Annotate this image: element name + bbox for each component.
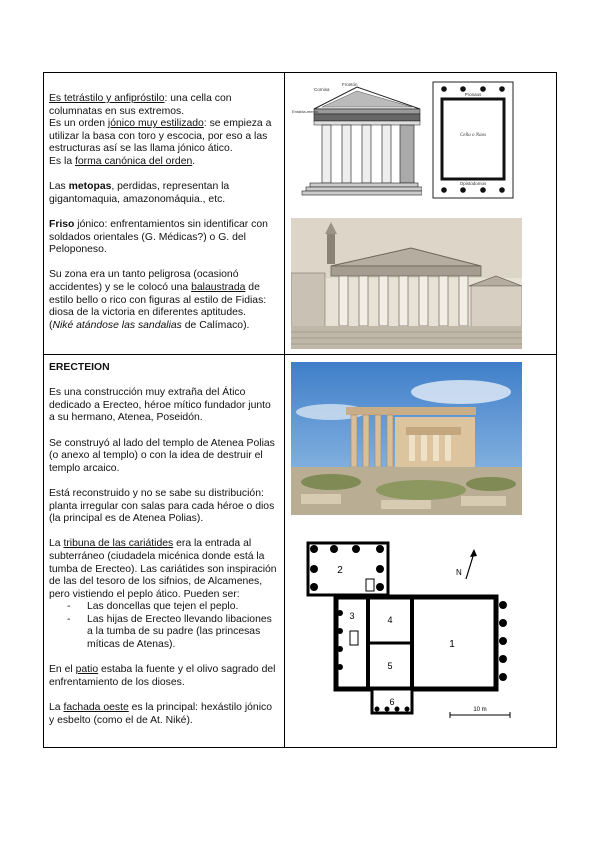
column-dot (460, 86, 466, 92)
term-jonico: jónico muy estilizado (107, 118, 204, 130)
term-balaustrada: balaustrada (191, 281, 246, 293)
content-table (43, 72, 557, 748)
temple-elevation-drawing (292, 81, 422, 201)
column (351, 415, 357, 467)
stone-block (381, 500, 431, 509)
text-span: Su zona era un tanto peligrosa (ocasionó accidentes) y se le colocó una (49, 269, 239, 293)
text-span: , perdidas, representan la gigantomaquia, amazonomáquia., etc. (49, 181, 230, 205)
title-nike: Niké atándose las sandalias (52, 319, 182, 331)
caryatid (433, 435, 439, 461)
paragraph-patio (49, 664, 279, 689)
label-fronton: Frontón (342, 82, 358, 87)
label-opistodomos: Opistodomos (459, 181, 487, 186)
term-patio: patio (75, 664, 99, 676)
paragraph-balaustrada (49, 269, 279, 332)
column-dot (441, 86, 447, 92)
term-fachada-oeste: fachada oeste (63, 702, 129, 714)
cella-walls (442, 99, 504, 179)
text-span: ( (49, 319, 53, 331)
column-shaft (362, 125, 371, 183)
text-span: jónico: enfrentamientos sin identificar con soldados orientales (G. Médicas?) o G. del Peloponeso. (49, 218, 268, 256)
caryatid (409, 435, 415, 461)
main-entablature (331, 266, 481, 276)
column-dot (337, 610, 343, 616)
column-dot (337, 628, 343, 634)
paragraph-reconstruido: Está reconstruido y no se sabe su distribución: planta irregular con salas para cada héroe o dios (la principal es de Atenea Polias). (49, 487, 275, 525)
text-span: estaba la fuente y el olivo sagrado del enfrentamiento de los dioses. (49, 664, 276, 688)
paragraph-erecteion-intro: Es una construcción muy extraña del Ático dedicado a Erecteo, héroe mítico fundador junto a su hermano, Atenea, Poseidón. (49, 387, 271, 424)
left-wing (291, 273, 325, 328)
porch-roof (406, 427, 461, 435)
term-forma-canonica: forma canónica del orden (75, 155, 193, 167)
text-span: Las (49, 181, 69, 193)
paragraph-cariatides (49, 538, 279, 601)
term-metopas: metopas (68, 181, 112, 193)
step (302, 191, 422, 195)
column-dot (499, 187, 505, 193)
engraving-steps (291, 326, 522, 349)
term-friso: Friso (49, 218, 75, 230)
photo-svg (291, 362, 522, 515)
cariatides-list (49, 601, 279, 651)
text-span: de Calímaco). (181, 319, 250, 331)
north-arrow-icon (466, 553, 474, 579)
column (375, 415, 381, 467)
column (363, 415, 369, 467)
column (439, 276, 448, 326)
column-dot (499, 601, 507, 609)
room-label-1: 1 (449, 639, 455, 650)
architrave-band (314, 121, 420, 125)
column-shaft (382, 125, 391, 183)
column-dot (376, 545, 384, 553)
label-cornisa: Cornisa (314, 87, 330, 92)
column-dot (385, 707, 390, 712)
list-item: - Las hijas de Erecteo llevando libaciones a la tumba de su padre (las princesas míticas de Atenas). (87, 614, 279, 652)
paragraph-metopas (49, 181, 279, 206)
engraving-svg (291, 218, 522, 349)
text-span: Es un orden (49, 118, 108, 130)
column-dot (375, 707, 380, 712)
erechtheion-floor-plan (300, 535, 515, 727)
term-tetrastilo: Es tetrástilo y anfipróstilo (49, 93, 165, 104)
erechtheion-photo (291, 362, 522, 515)
main-building (336, 597, 496, 689)
text-span: Es la (49, 155, 75, 167)
column-dot (310, 545, 318, 553)
plan-svg (432, 81, 514, 199)
column-shaft (342, 125, 351, 183)
caryatid (421, 435, 427, 461)
text-span: es la principal: hexástilo jónico y esbelto (como el de At. Niké). (49, 702, 272, 726)
text-span: era la entrada al subterráneo (ciudadela micénica donde está la tumba de Erecteo). Las cariátides son inspiración de las del tesoro de los sifnios, de Alcamenes, pero vistiendo el peplo ático. Pueden ser: (49, 538, 277, 600)
label-entablamento: Entabla-mento (292, 109, 319, 114)
section-heading: ERECTEION (49, 362, 110, 373)
cornice-band (314, 109, 420, 114)
text-span: : se empieza a utilizar la basa con toro y escocia, por eso a las estructuras así se las llama jónico ático. (49, 118, 272, 155)
cloud (411, 380, 511, 404)
column (379, 276, 388, 326)
north-label: N (456, 568, 462, 577)
floor-plan-svg (300, 535, 515, 727)
frieze-band (314, 114, 420, 121)
right-temple (471, 286, 522, 328)
room-label-5: 5 (387, 661, 393, 671)
east-porch-columns (499, 601, 507, 681)
stone-block (301, 494, 341, 504)
column-dot (376, 565, 384, 573)
stylobate (310, 183, 418, 187)
text-span: La (49, 702, 64, 714)
column-dot (480, 187, 486, 193)
roof-entablature (346, 407, 476, 415)
column-dot (405, 707, 410, 712)
column (459, 276, 468, 326)
vegetation (466, 477, 516, 491)
column (339, 276, 348, 326)
column-dot (310, 583, 318, 591)
text-span: . (192, 155, 196, 167)
statue-base (327, 234, 335, 264)
scale-label: 10 m (473, 707, 487, 713)
column-dot (460, 187, 466, 193)
step (306, 187, 422, 191)
column-dot (352, 545, 360, 553)
column-dot (395, 707, 400, 712)
column-dot (499, 655, 507, 663)
column-dot (441, 187, 447, 193)
column-dot (499, 673, 507, 681)
label-pronaos: Pronaos (464, 92, 482, 97)
row-divider (44, 354, 556, 355)
column (419, 276, 428, 326)
text-span: La (49, 538, 64, 550)
room-label-2: 2 (337, 565, 343, 576)
term-tribuna: tribuna de las cariátides (63, 538, 174, 550)
text-span: : una cella con columnatas en sus extremos. (49, 93, 232, 117)
list-item: - Las doncellas que tejen el peplo. (87, 601, 279, 614)
column (359, 276, 368, 326)
column-divider (284, 73, 285, 747)
temple-engraving-image (291, 218, 522, 349)
column (387, 415, 393, 467)
bottom-text-cell (49, 362, 279, 740)
text-span: En el (49, 664, 76, 676)
paragraph-friso (49, 219, 279, 257)
column-dot (330, 545, 338, 553)
caryatid (445, 435, 451, 461)
room-label-3: 3 (349, 611, 355, 621)
column-dot (499, 619, 507, 627)
altar (366, 579, 374, 591)
column-dot (310, 565, 318, 573)
paragraph-intro (49, 93, 279, 169)
text-span: de estilo bello o rico con figuras al estilo de Fidias: diosa de la victoria en diferentes aptitudes. (49, 281, 267, 319)
column-dot (337, 664, 343, 670)
side-wall (400, 125, 414, 183)
vegetation (301, 474, 361, 490)
room-label-4: 4 (387, 615, 393, 625)
paragraph-fachada (49, 702, 279, 727)
label-cella: Cella o Naos (459, 133, 487, 138)
column-dot (376, 583, 384, 591)
column-dot (480, 86, 486, 92)
vegetation (376, 480, 466, 500)
paragraph-construccion: Se construyó al lado del templo de Atenea Polias (o anexo al templo) o con la idea de destruir el templo arcaico. (49, 437, 275, 474)
column-group (322, 125, 414, 183)
top-text-cell (49, 93, 279, 345)
column-dot (499, 86, 505, 92)
column-dot (337, 646, 343, 652)
north-arrow-head-icon (470, 549, 477, 557)
elevation-svg (292, 81, 422, 201)
stone-block (461, 496, 506, 506)
temple-plan-drawing (432, 81, 514, 199)
room-label-6: 6 (389, 697, 395, 707)
interior-feature (350, 631, 358, 645)
column (399, 276, 408, 326)
column-dot (499, 637, 507, 645)
column-shaft (322, 125, 331, 183)
